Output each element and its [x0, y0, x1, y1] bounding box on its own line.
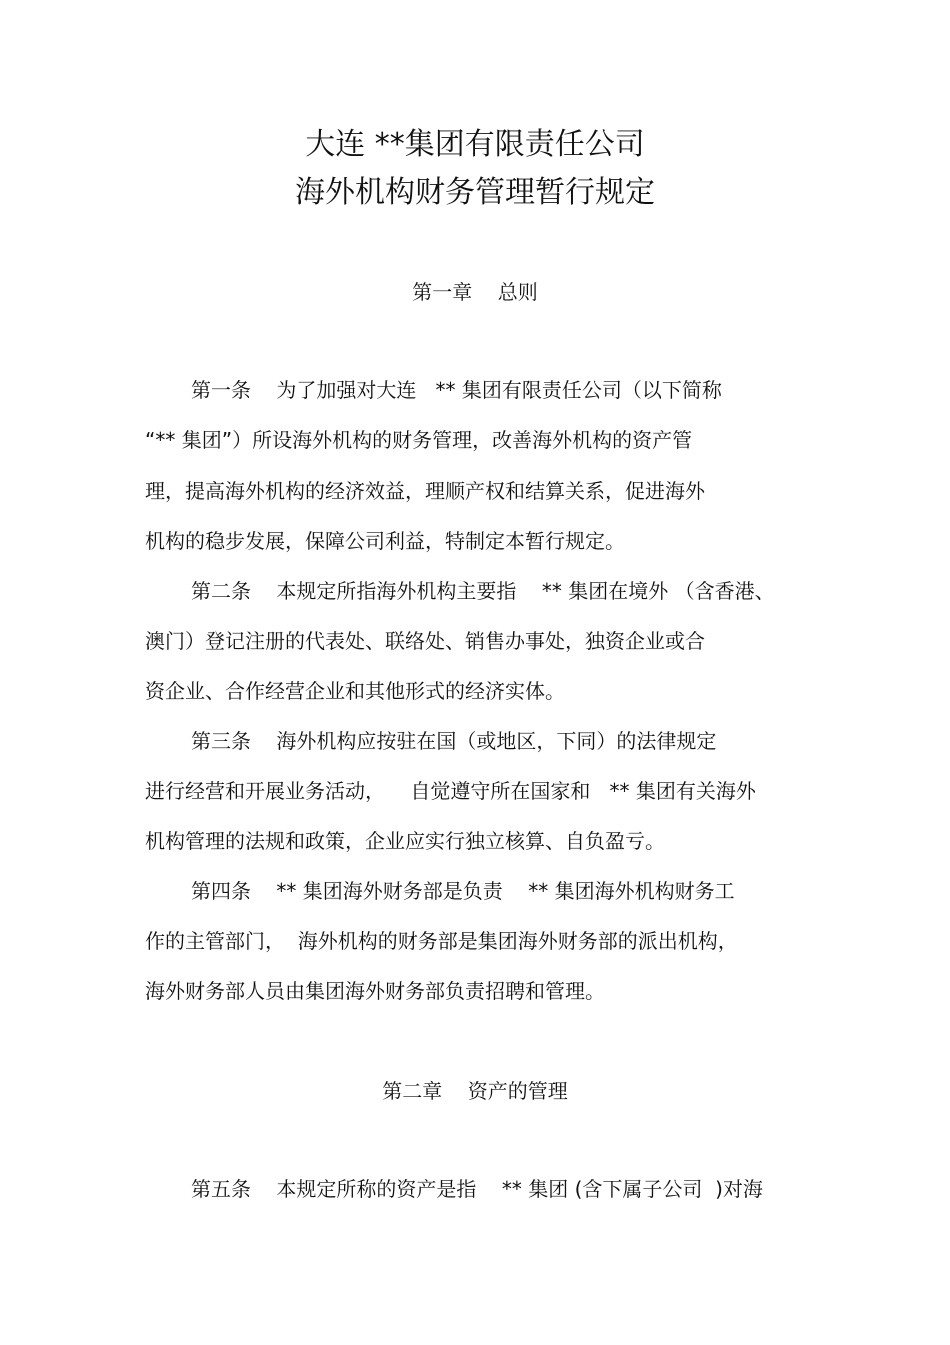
- article-1-line-3: 理，提高海外机构的经济效益，理顺产权和结算关系，促进海外: [145, 479, 705, 503]
- article-2-line-3: 资企业、合作经营企业和其他形式的经济实体。: [145, 679, 565, 703]
- chapter-heading-2: 第二章 资产的管理: [382, 1079, 568, 1103]
- article-3-line-2: 进行经营和开展业务活动， 自觉遵守所在国家和 ** 集团有关海外: [145, 779, 756, 803]
- document-title-line1: 大连 **集团有限责任公司: [305, 127, 645, 162]
- article-5-line-1: 第五条 本规定所称的资产是指 ** 集团 (含下属子公司 )对海: [191, 1177, 763, 1201]
- article-4-line-2: 作的主管部门， 海外机构的财务部是集团海外财务部的派出机构，: [145, 929, 738, 953]
- article-2-line-1: 第二条 本规定所指海外机构主要指 ** 集团在境外 （含香港、: [191, 579, 775, 603]
- article-3-line-1: 第三条 海外机构应按驻在国（或地区，下同）的法律规定: [191, 729, 717, 753]
- article-1-line-1: 第一条 为了加强对大连 ** 集团有限责任公司（以下简称: [191, 378, 722, 402]
- article-1-line-4: 机构的稳步发展，保障公司利益，特制定本暂行规定。: [145, 529, 625, 553]
- document-title-line2: 海外机构财务管理暂行规定: [295, 175, 655, 210]
- chapter-heading-1: 第一章 总则: [412, 280, 538, 304]
- article-4-line-3: 海外财务部人员由集团海外财务部负责招聘和管理。: [145, 979, 605, 1003]
- article-4-line-1: 第四条 ** 集团海外财务部是负责 ** 集团海外机构财务工: [191, 879, 735, 903]
- article-3-line-3: 机构管理的法规和政策，企业应实行独立核算、自负盈亏。: [145, 829, 665, 853]
- article-2-line-2: 澳门）登记注册的代表处、联络处、销售办事处，独资企业或合: [145, 629, 705, 653]
- article-1-line-2: “** 集团”）所设海外机构的财务管理，改善海外机构的资产管: [145, 428, 693, 452]
